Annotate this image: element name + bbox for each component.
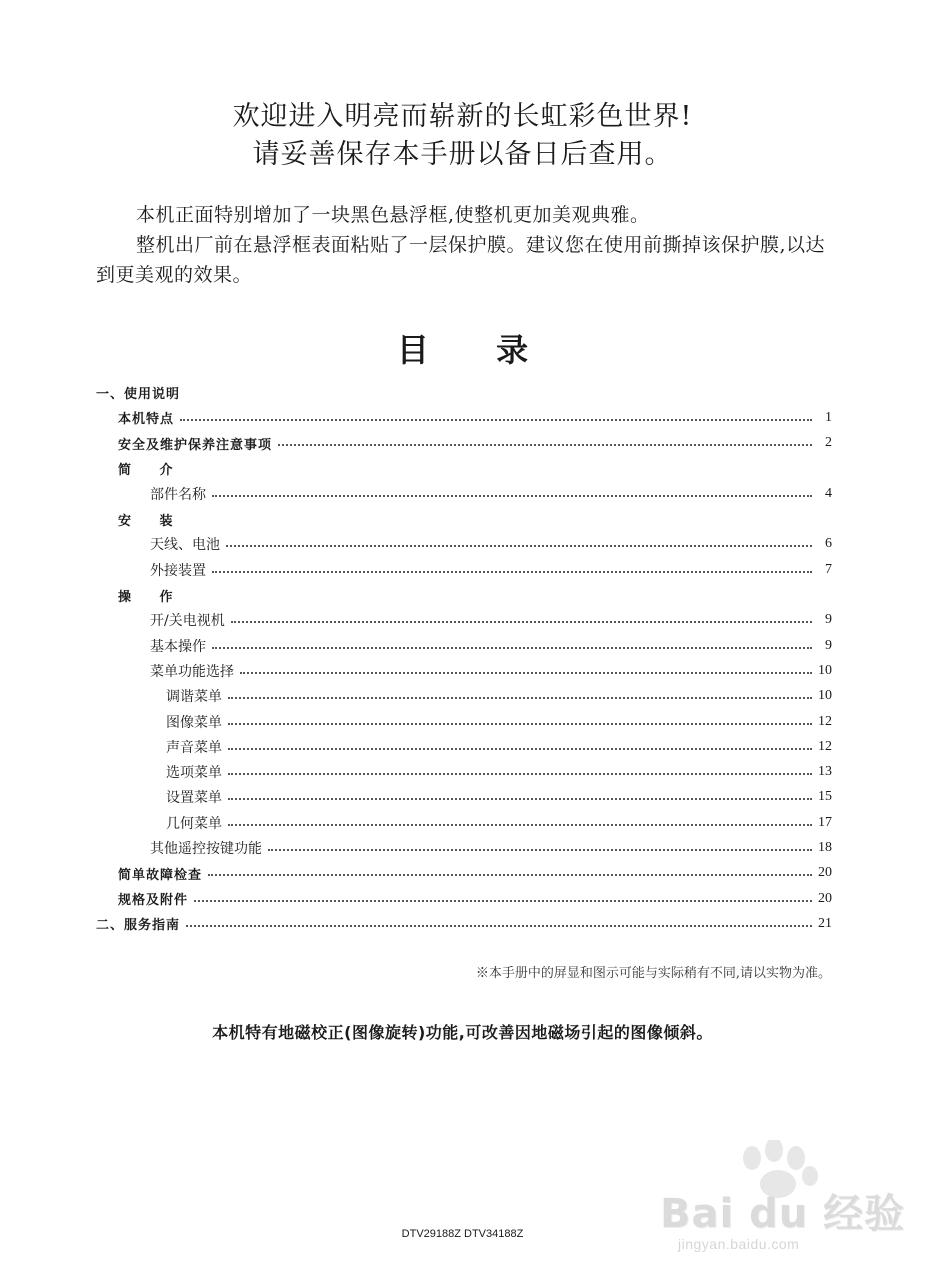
- toc-entry-label: 天线、电池: [150, 537, 220, 554]
- toc-page-number: 18: [818, 839, 832, 855]
- toc-page-number: 10: [818, 688, 832, 704]
- toc-entry-label: 声音菜单: [166, 739, 222, 756]
- toc-page-number: 9: [825, 637, 832, 653]
- toc-heading-operation[interactable]: [96, 582, 832, 607]
- toc-entry-remote-keys[interactable]: [96, 835, 832, 860]
- toc-entry-label: 操 作: [118, 589, 174, 605]
- toc-entry-setup-menu[interactable]: [96, 785, 832, 810]
- toc-entry-sound-menu[interactable]: [96, 734, 832, 759]
- toc-entry-menu[interactable]: [96, 658, 832, 683]
- note-paragraph-1: 本机正面特别增加了一块黑色悬浮框,使整机更加美观典雅。: [136, 204, 650, 226]
- footnote: ※本手册中的屏显和图示可能与实际稍有不同,请以实物为准。: [475, 966, 831, 981]
- toc-entry-label: 外接装置: [150, 562, 206, 579]
- toc-leader-dots: [228, 824, 812, 826]
- toc-entry-label: 调谐菜单: [166, 689, 222, 706]
- toc-leader-dots: [186, 925, 812, 927]
- toc-entry-label: 设置菜单: [166, 790, 222, 807]
- toc-entry-tuning-menu[interactable]: [96, 684, 832, 709]
- toc-entry-basic-ops[interactable]: [96, 633, 832, 658]
- toc-entry-label: 简单故障检查: [118, 867, 203, 883]
- toc-entry-label: 开/关电视机: [150, 613, 225, 630]
- toc-leader-dots: [212, 571, 812, 573]
- toc-entry-options-menu[interactable]: [96, 759, 832, 784]
- toc-title: 目 录: [396, 331, 529, 369]
- toc-entry-label: 二、服务指南: [96, 918, 181, 934]
- watermark-url: jingyan.baidu.com: [678, 1236, 800, 1252]
- toc-leader-dots: [226, 545, 812, 547]
- toc-entry-label: 规格及附件: [118, 893, 189, 909]
- toc-entry-label: 部件名称: [150, 486, 206, 503]
- toc-entry-label: 安 装: [118, 513, 174, 529]
- toc-page-number: 13: [818, 764, 832, 780]
- feature-note: 本机特有地磁校正(图像旋转)功能,可改善因地磁场引起的图像倾斜。: [212, 1023, 713, 1042]
- toc-leader-dots: [208, 874, 812, 876]
- toc-leader-dots: [240, 672, 812, 674]
- toc-leader-dots: [212, 647, 812, 649]
- toc-page-number: 2: [825, 435, 832, 451]
- toc-entry-label: 几何菜单: [166, 815, 222, 832]
- toc-entry-label: 基本操作: [150, 638, 206, 655]
- toc-entry-safety[interactable]: [96, 431, 832, 456]
- toc-section-service[interactable]: [96, 911, 832, 936]
- toc-entry-external[interactable]: [96, 557, 832, 582]
- toc-leader-dots: [231, 621, 812, 623]
- toc-leader-dots: [228, 723, 812, 725]
- toc-leader-dots: [194, 900, 812, 902]
- toc-leader-dots: [180, 419, 812, 421]
- toc-entry-label: 一、使用说明: [96, 387, 181, 403]
- toc-leader-dots: [278, 444, 812, 446]
- watermark-brand: Bai du 经验: [660, 1191, 906, 1237]
- toc-section-usage[interactable]: [96, 380, 832, 405]
- toc-heading-intro[interactable]: [96, 456, 832, 481]
- toc-heading-install[interactable]: [96, 506, 832, 531]
- notes: [96, 200, 831, 290]
- toc-page-number: 6: [825, 536, 832, 552]
- toc-leader-dots: [228, 697, 812, 699]
- toc-page-number: 1: [825, 409, 832, 425]
- toc-page-number: 17: [818, 814, 832, 830]
- toc-leader-dots: [228, 773, 812, 775]
- toc-leader-dots: [228, 748, 812, 750]
- toc-entry-troubleshooting[interactable]: [96, 861, 832, 886]
- toc-entry-label: 本机特点: [118, 412, 175, 428]
- toc-entry-label: 安全及维护保养注意事项: [118, 437, 273, 453]
- toc-entry-features[interactable]: [96, 405, 832, 430]
- model-number: DTV29188Z DTV34188Z: [401, 1228, 524, 1240]
- toc-entry-antenna[interactable]: [96, 532, 832, 557]
- welcome-message: [0, 98, 925, 174]
- toc-page-number: 12: [818, 738, 832, 754]
- welcome-line-2: 请妥善保存本手册以备日后查用。: [252, 139, 673, 170]
- table-of-contents: [96, 380, 832, 937]
- toc-leader-dots: [268, 849, 812, 851]
- toc-entry-specs[interactable]: [96, 886, 832, 911]
- toc-page-number: 7: [825, 561, 832, 577]
- toc-page-number: 9: [825, 612, 832, 628]
- toc-entry-label: 图像菜单: [166, 714, 222, 731]
- toc-page-number: 10: [818, 662, 832, 678]
- toc-page-number: 4: [825, 485, 832, 501]
- toc-page-number: 15: [818, 789, 832, 805]
- toc-entry-picture-menu[interactable]: [96, 709, 832, 734]
- toc-page-number: 21: [818, 915, 832, 931]
- toc-leader-dots: [212, 495, 812, 497]
- toc-page-number: 12: [818, 713, 832, 729]
- toc-entry-geometry-menu[interactable]: [96, 810, 832, 835]
- toc-leader-dots: [228, 798, 812, 800]
- toc-entry-label: 菜单功能选择: [150, 663, 234, 680]
- welcome-line-1: 欢迎进入明亮而崭新的长虹彩色世界!: [232, 101, 693, 132]
- toc-entry-label: 其他遥控按键功能: [150, 840, 262, 857]
- note-paragraph-2: 整机出厂前在悬浮框表面粘贴了一层保护膜。建议您在使用前撕掉该保护膜,以达到更美观的效果。: [96, 234, 826, 286]
- toc-entry-label: 选项菜单: [166, 765, 222, 782]
- toc-entry-parts[interactable]: [96, 481, 832, 506]
- toc-entry-label: 简 介: [118, 463, 174, 479]
- toc-page-number: 20: [818, 865, 832, 881]
- toc-entry-power[interactable]: [96, 608, 832, 633]
- toc-page-number: 20: [818, 890, 832, 906]
